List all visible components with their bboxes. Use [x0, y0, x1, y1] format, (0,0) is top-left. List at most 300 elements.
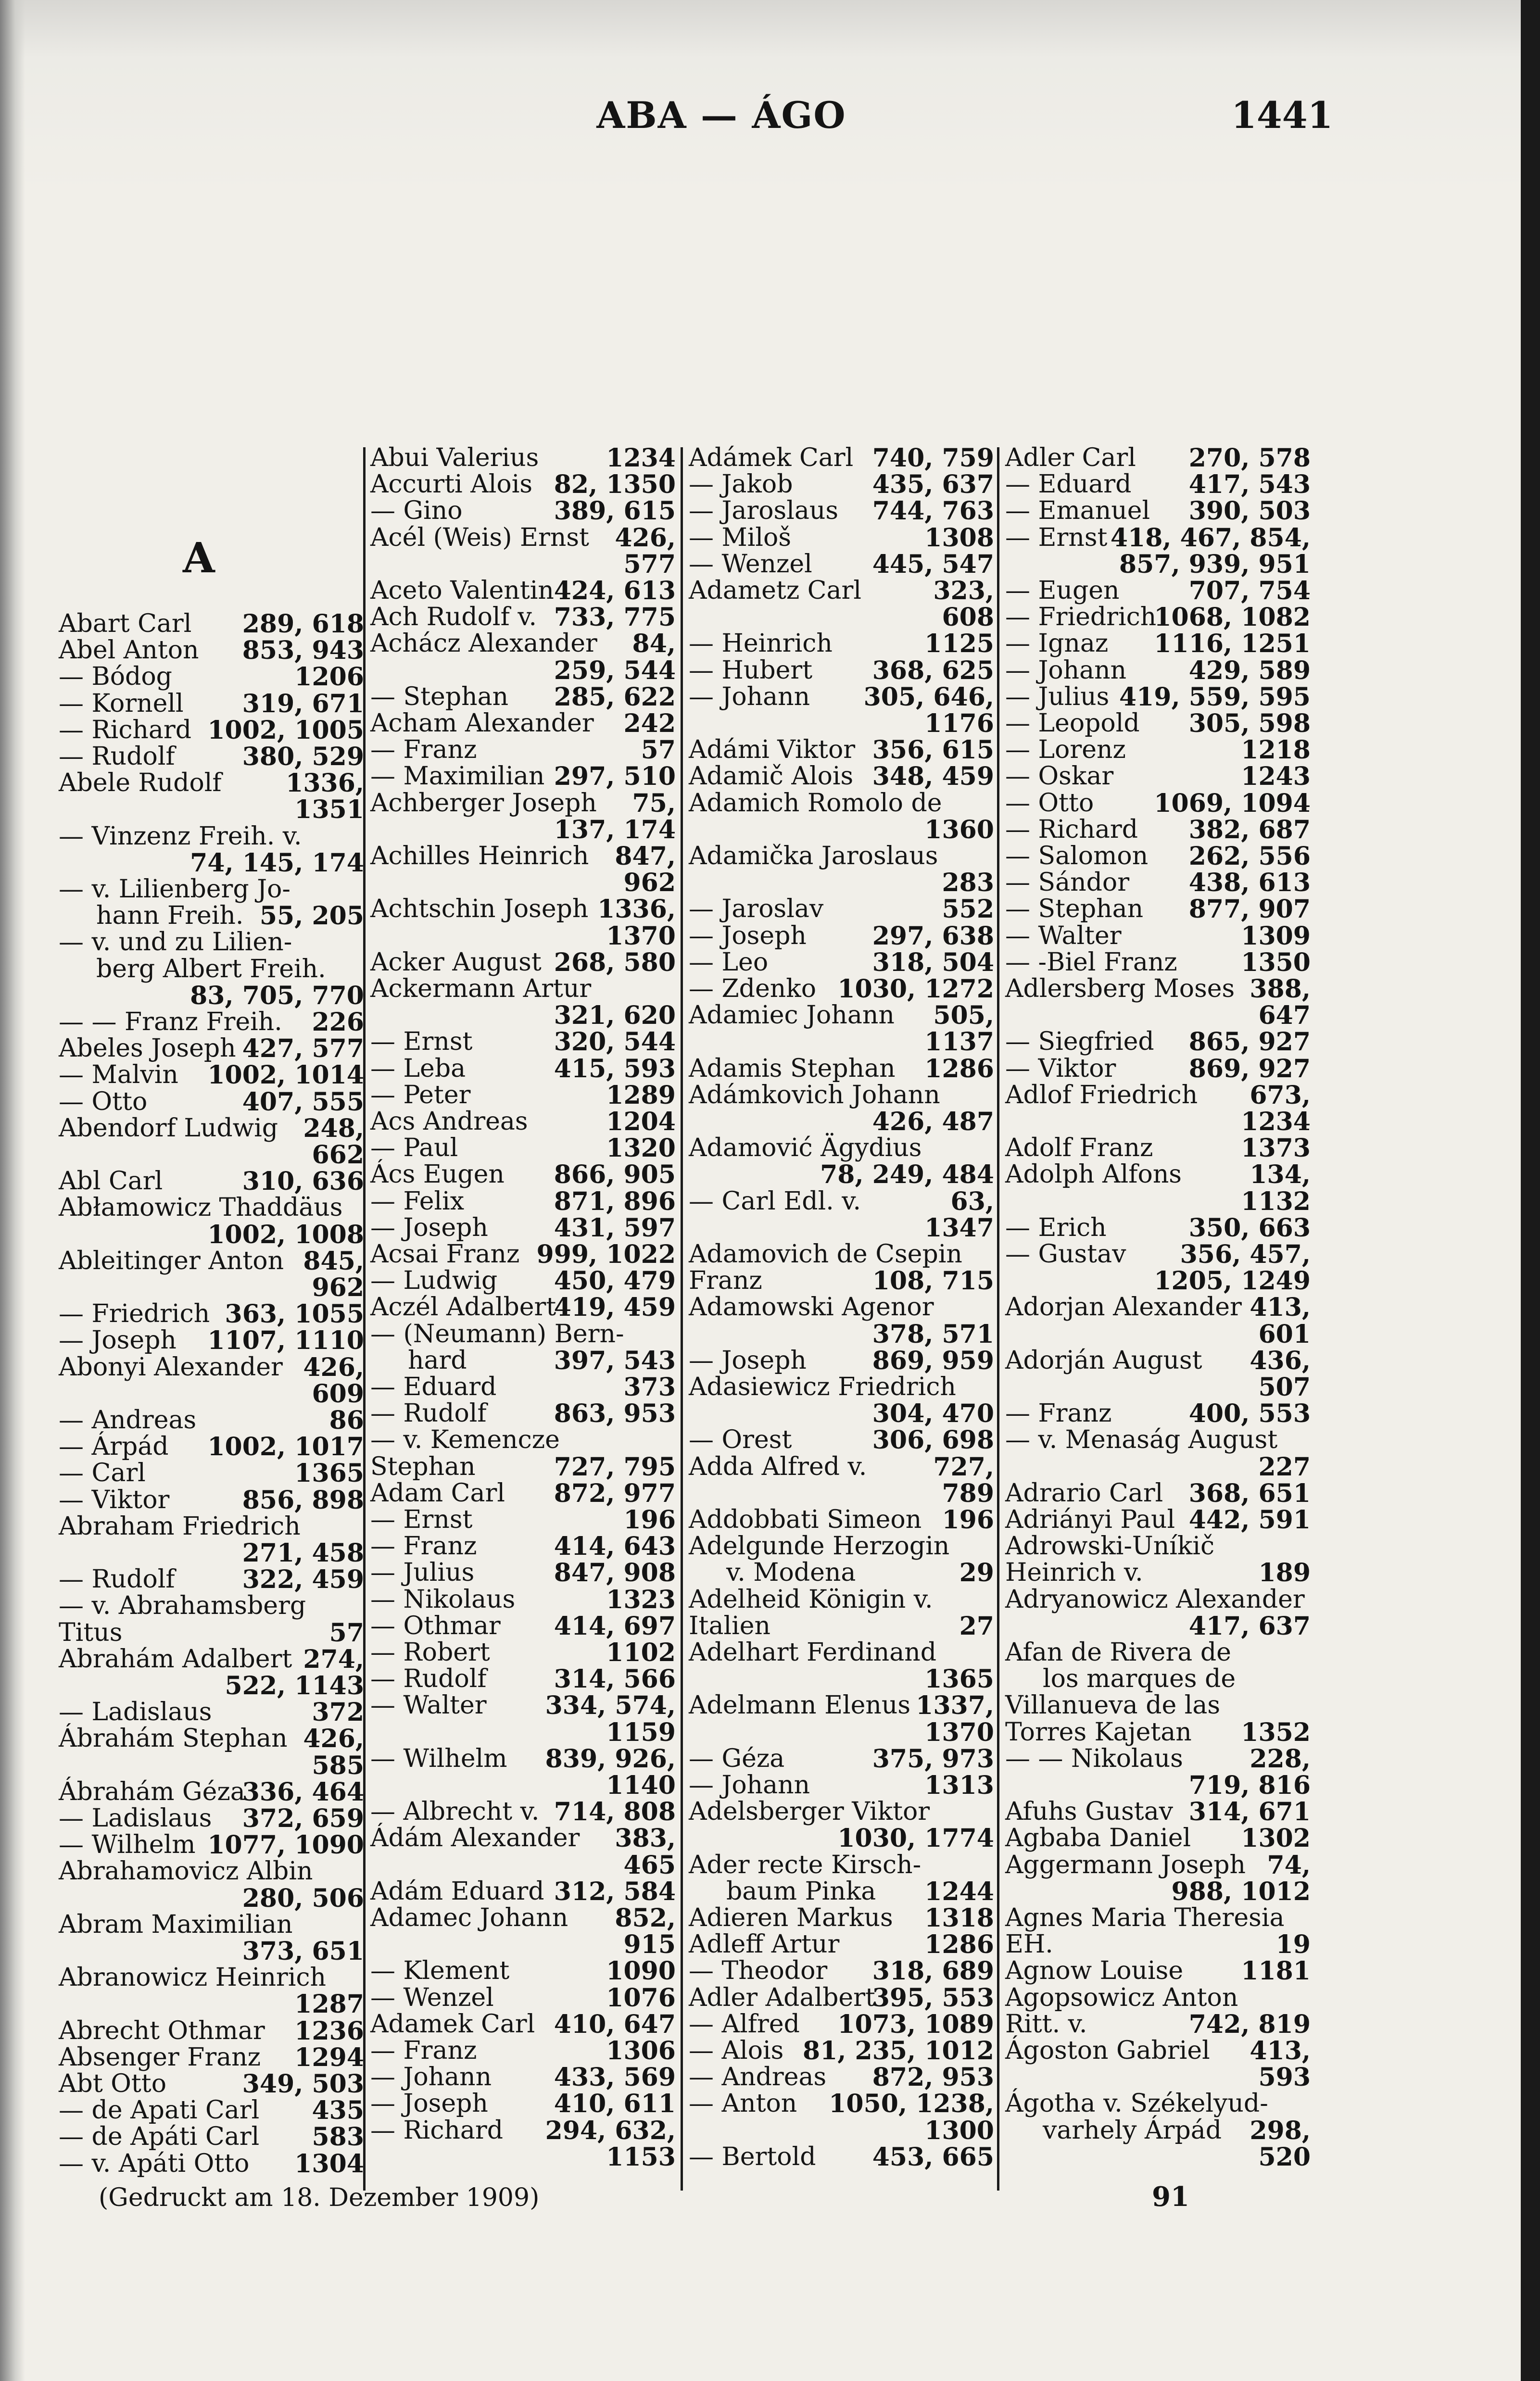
entry-pages: 297, 638 — [872, 921, 994, 951]
entry-pages: 322, 459 — [242, 1565, 364, 1595]
entry-pages: 388, — [1250, 974, 1311, 1004]
index-entry — [370, 1799, 676, 1825]
entry-name: — v. Lilienberg Jo- — [59, 875, 290, 904]
entry-name: Adlersberg Moses — [1005, 974, 1235, 1004]
index-entry — [59, 1354, 364, 1381]
entry-pages: 1204 — [606, 1107, 676, 1136]
entry-name: — Jaroslaus — [689, 496, 839, 526]
entry-name: — Joseph — [370, 2089, 488, 2118]
entry-name: Acs Andreas — [370, 1107, 528, 1136]
entry-pages: 419, 459 — [554, 1293, 676, 1323]
index-entry — [1005, 1587, 1311, 1613]
entry-name: — Salomon — [1005, 842, 1149, 871]
print-date-note: (Gedruckt am 18. Dezember 1909) — [99, 2183, 540, 2212]
index-entry — [1005, 1825, 1311, 1852]
entry-pages: 869, 927 — [1188, 1054, 1311, 1083]
entry-pages: 1309 — [1241, 921, 1311, 951]
index-entry — [59, 850, 364, 876]
entry-pages: 306, 698 — [872, 1425, 994, 1455]
entry-name: Adieren Markus — [689, 1903, 893, 1932]
entry-pages: 1323 — [606, 1585, 676, 1614]
entry-pages: 196 — [942, 1505, 994, 1535]
index-entry — [59, 1327, 364, 1354]
entry-name: Adamowski Agenor — [689, 1293, 934, 1322]
entry-pages: 1206 — [294, 662, 364, 692]
index-entry — [689, 1878, 994, 1905]
entry-pages: 268, 580 — [554, 947, 676, 977]
entry-pages: 647 — [1258, 1001, 1311, 1031]
entry-pages: 372 — [312, 1698, 364, 1727]
index-entry — [59, 1381, 364, 1407]
index-entry — [59, 770, 364, 796]
index-entry — [1005, 1082, 1311, 1109]
entry-pages: 1140 — [606, 1771, 676, 1801]
entry-name: — Géza — [689, 1744, 785, 1773]
index-entry — [370, 976, 676, 1002]
entry-pages: 1076 — [606, 1983, 676, 2013]
entry-name: Villanueva de las — [1005, 1691, 1221, 1720]
entry-name: Adamička Jaroslaus — [689, 842, 938, 870]
entry-name: — Carl Edl. v. — [689, 1186, 861, 1216]
entry-pages: 356, 615 — [872, 735, 994, 765]
index-entry — [59, 691, 364, 717]
entry-pages: 349, 503 — [242, 2069, 364, 2099]
entry-name: — Wilhelm — [370, 1744, 507, 1773]
index-entry — [59, 743, 364, 770]
entry-pages: 320, 544 — [554, 1027, 676, 1057]
entry-name: — Eugen — [1005, 576, 1120, 605]
index-entry — [1005, 1109, 1311, 1135]
entry-pages: 1030, 1272 — [837, 974, 994, 1004]
index-entry — [689, 763, 994, 790]
index-entry — [59, 1487, 364, 1513]
entry-pages: 1289 — [606, 1080, 676, 1110]
entry-pages: 608 — [942, 603, 994, 632]
index-entry — [370, 1294, 676, 1321]
entry-name: Adryanowicz Alexander — [1005, 1585, 1305, 1614]
entry-pages: 271, 458 — [242, 1538, 364, 1568]
index-entry — [59, 664, 364, 690]
entry-name: — Albrecht v. — [370, 1797, 540, 1827]
entry-name: — v. und zu Lilien- — [59, 928, 292, 957]
entry-name: Adleff Artur — [689, 1930, 840, 1959]
index-entry — [689, 1002, 994, 1029]
entry-pages: 108, 715 — [872, 1266, 994, 1296]
index-entry — [59, 1620, 364, 1646]
entry-name: Stephan — [370, 1452, 476, 1481]
index-entry — [1005, 1161, 1311, 1188]
index-entry — [1005, 1215, 1311, 1241]
entry-pages: 417, 637 — [1188, 1611, 1311, 1641]
entry-name: Adámi Viktor — [689, 735, 856, 765]
entry-pages: 847, — [615, 842, 676, 871]
entry-pages: 1236 — [294, 2016, 364, 2046]
entry-name: — Viktor — [59, 1485, 170, 1514]
entry-pages: 662 — [312, 1140, 364, 1170]
index-entry — [59, 1991, 364, 2017]
index-entry — [689, 1268, 994, 1294]
index-entry — [689, 923, 994, 949]
entry-pages: 363, 1055 — [225, 1299, 364, 1329]
entry-name: — Julius — [370, 1558, 475, 1587]
entry-pages: 445, 547 — [872, 549, 994, 579]
entry-name: Adámek Carl — [689, 443, 854, 472]
index-entry — [1005, 817, 1311, 843]
entry-name: Ach Rudolf v. — [370, 603, 537, 632]
entry-pages: 1002, 1005 — [207, 715, 364, 745]
index-entry — [689, 1985, 994, 2011]
entry-pages: 137, 174 — [554, 815, 676, 844]
index-entry — [1005, 1374, 1311, 1400]
entry-pages: 1360 — [924, 815, 994, 844]
entry-name: — Richard — [59, 715, 192, 744]
index-entry — [59, 1858, 364, 1885]
index-entry — [689, 1188, 994, 1215]
index-entry — [59, 2044, 364, 2071]
entry-pages: 81, 235, 1012 — [802, 2036, 994, 2066]
entry-name: — Johann — [1005, 655, 1127, 685]
index-entry — [59, 1726, 364, 1752]
index-entry — [1005, 1692, 1311, 1719]
entry-name: Adamich Romolo de — [689, 788, 942, 818]
index-entry — [689, 1348, 994, 1374]
entry-pages: 438, 613 — [1188, 868, 1311, 898]
index-entry — [1005, 684, 1311, 710]
index-entry — [689, 1905, 994, 1931]
entry-pages: 714, 808 — [554, 1797, 676, 1827]
index-entry — [370, 578, 676, 604]
index-entry — [689, 1135, 994, 1161]
entry-name: Adler Adalbert — [689, 1983, 875, 2012]
entry-name: — Eduard — [370, 1373, 497, 1402]
entry-pages: 1090 — [606, 1956, 676, 1986]
index-entry — [689, 604, 994, 630]
entry-pages: 242 — [623, 709, 676, 738]
index-entry — [689, 1772, 994, 1799]
entry-pages: 57 — [329, 1618, 364, 1648]
entry-pages: 274, — [303, 1644, 364, 1674]
entry-name: v. Modena — [726, 1558, 856, 1587]
index-entry — [1005, 578, 1311, 604]
entry-name: Adrario Carl — [1005, 1478, 1163, 1508]
entry-name: — Alfred — [689, 2009, 800, 2039]
entry-name: Adamič Alois — [689, 762, 854, 791]
index-entry — [59, 1089, 364, 1115]
index-entry — [370, 1560, 676, 1586]
entry-pages: 872, 977 — [554, 1478, 676, 1508]
entry-name: Abele Rudolf — [59, 768, 222, 798]
entry-pages: 397, 543 — [554, 1346, 676, 1375]
entry-name: Achilles Heinrich — [370, 842, 589, 870]
index-entry — [370, 763, 676, 790]
index-entry — [370, 2064, 676, 2091]
entry-pages: 1116, 1251 — [1154, 629, 1311, 659]
index-entry — [370, 1905, 676, 1931]
index-entry — [689, 1056, 994, 1082]
entry-pages: 227 — [1258, 1452, 1311, 1482]
index-entry — [59, 1805, 364, 1832]
index-entry — [689, 657, 994, 684]
entry-pages: 1030, 1774 — [837, 1824, 994, 1853]
entry-name: — Viktor — [1005, 1054, 1116, 1083]
entry-pages: 380, 529 — [242, 742, 364, 772]
entry-pages: 1132 — [1241, 1186, 1311, 1216]
entry-pages: 1336, — [286, 768, 364, 798]
index-entry — [59, 611, 364, 637]
entry-name: Ábrahám Stephan — [59, 1724, 288, 1753]
index-entry — [370, 1639, 676, 1666]
index-entry — [1005, 869, 1311, 896]
entry-pages: 1137 — [924, 1027, 994, 1057]
index-entry — [689, 1161, 994, 1188]
entry-pages: 410, 611 — [554, 2089, 676, 2119]
entry-pages: 1318 — [924, 1903, 994, 1933]
entry-pages: 522, 1143 — [225, 1671, 364, 1701]
entry-pages: 334, 574, — [545, 1691, 676, 1721]
index-column-3 — [689, 445, 994, 2186]
index-entry — [370, 2144, 676, 2170]
entry-pages: 1370 — [924, 1717, 994, 1747]
index-entry — [1005, 1454, 1311, 1480]
index-entry — [370, 1082, 676, 1109]
index-entry — [59, 903, 364, 929]
entry-name: — Theodor — [689, 1956, 828, 1986]
entry-name: Agbaba Daniel — [1005, 1824, 1191, 1853]
entry-name: — -Biel Franz — [1005, 947, 1177, 977]
index-entry — [689, 1825, 994, 1852]
entry-pages: 189 — [1258, 1558, 1311, 1588]
entry-name: — Stephan — [1005, 894, 1144, 924]
index-entry — [689, 1241, 994, 1268]
entry-name: — Ladislaus — [59, 1803, 212, 1833]
index-entry — [59, 2124, 364, 2150]
entry-name: — Ignaz — [1005, 629, 1109, 658]
entry-name: — Peter — [370, 1080, 471, 1109]
entry-pages: 356, 457, — [1180, 1240, 1311, 1270]
index-entry — [370, 1348, 676, 1374]
entry-pages: 429, 589 — [1188, 655, 1311, 685]
index-entry — [689, 1215, 994, 1241]
entry-name: Ader recte Kirsch- — [689, 1850, 921, 1879]
index-entry — [1005, 630, 1311, 657]
entry-pages: 1337, — [916, 1691, 994, 1721]
entry-name: — (Neumann) Bern- — [370, 1319, 624, 1348]
entry-pages: 869, 959 — [872, 1346, 994, 1375]
entry-pages: 298, — [1250, 2116, 1311, 2145]
entry-pages: 280, 506 — [242, 1883, 364, 1913]
entry-pages: 1243 — [1241, 762, 1311, 792]
entry-pages: 707, 754 — [1188, 576, 1311, 605]
entry-name: — Ladislaus — [59, 1698, 212, 1727]
entry-name: — Wenzel — [689, 549, 812, 579]
index-entry — [59, 1195, 364, 1221]
index-entry — [1005, 2091, 1311, 2117]
index-entry — [689, 2038, 994, 2064]
entry-name: — Stephan — [370, 682, 509, 711]
index-entry — [689, 710, 994, 737]
entry-name: Aggermann Joseph — [1005, 1850, 1246, 1879]
entry-pages: 962 — [623, 868, 676, 898]
entry-pages: 1050, 1238, — [829, 2089, 994, 2119]
entry-pages: 853, 943 — [242, 636, 364, 666]
entry-name: Absenger Franz — [59, 2042, 261, 2072]
entry-pages: 336, 464 — [242, 1777, 364, 1807]
index-entry — [1005, 2144, 1311, 2170]
index-entry — [1005, 1613, 1311, 1639]
entry-name: Abłamowicz Thaddäus — [59, 1193, 343, 1222]
entry-pages: 1352 — [1241, 1717, 1311, 1747]
index-entry — [59, 2018, 364, 2044]
entry-pages: 294, 632, — [545, 2116, 676, 2145]
entry-name: Abt Otto — [59, 2069, 166, 2098]
index-entry — [59, 1752, 364, 1779]
entry-name: Abrahamovicz Albin — [59, 1857, 313, 1886]
scan-border — [1521, 0, 1540, 2381]
entry-name: Adam Carl — [370, 1478, 505, 1508]
entry-name: Franz — [689, 1266, 762, 1296]
entry-pages: 1102 — [606, 1638, 676, 1668]
index-entry — [59, 823, 364, 850]
entry-name: Adasiewicz Friedrich — [689, 1372, 956, 1401]
entry-pages: 593 — [1258, 2063, 1311, 2092]
entry-name: Abl Carl — [59, 1167, 163, 1196]
entry-name: — Orest — [689, 1425, 792, 1455]
entry-name: Adelgunde Herzogin — [689, 1532, 950, 1561]
entry-name: varhely Árpád — [1043, 2116, 1222, 2145]
index-entry — [689, 1082, 994, 1109]
entry-name: baum Pinka — [726, 1877, 876, 1906]
index-entry — [689, 1321, 994, 1348]
entry-pages: 1370 — [606, 921, 676, 951]
index-entry — [370, 869, 676, 896]
entry-pages: 413, — [1250, 1293, 1311, 1323]
entry-pages: 419, 559, 595 — [1119, 682, 1311, 712]
entry-pages: 297, 510 — [554, 762, 676, 792]
entry-name: Titus — [59, 1618, 123, 1647]
entry-name: — Ernst — [370, 1505, 473, 1535]
index-entry — [1005, 1002, 1311, 1029]
index-entry — [1005, 1799, 1311, 1825]
entry-pages: 382, 687 — [1188, 815, 1311, 844]
index-entry — [689, 1427, 994, 1453]
index-entry — [370, 551, 676, 578]
index-entry — [370, 896, 676, 922]
entry-pages: 505, — [933, 1001, 994, 1031]
index-entry — [1005, 1029, 1311, 1055]
entry-name: Ágotha v. Székelyud- — [1005, 2089, 1268, 2118]
index-entry — [689, 1454, 994, 1480]
index-entry — [59, 1540, 364, 1566]
index-entry — [689, 1507, 994, 1533]
entry-pages: 312, 584 — [554, 1877, 676, 1906]
entry-pages: 196 — [623, 1505, 676, 1535]
entry-pages: 426, 487 — [872, 1107, 994, 1136]
entry-name: — Joseph — [689, 921, 807, 950]
entry-pages: 1347 — [924, 1213, 994, 1243]
entry-name: — Vinzenz Freih. v. — [59, 821, 302, 851]
index-entry — [59, 796, 364, 823]
entry-pages: 1294 — [294, 2042, 364, 2072]
entry-pages: 742, 819 — [1188, 2009, 1311, 2039]
entry-name: — Leo — [689, 947, 769, 977]
entry-name: Ábrahám Géza — [59, 1777, 245, 1806]
index-entry — [370, 1825, 676, 1852]
entry-pages: 601 — [1258, 1319, 1311, 1349]
entry-name: Adamis Stephan — [689, 1054, 896, 1083]
index-entry — [689, 1560, 994, 1586]
entry-pages: 1107, 1110 — [207, 1326, 364, 1356]
entry-name: Heinrich v. — [1005, 1558, 1143, 1587]
index-entry — [1005, 525, 1311, 551]
entry-pages: 442, 591 — [1188, 1505, 1311, 1535]
index-entry — [689, 684, 994, 710]
entry-pages: 348, 459 — [872, 762, 994, 792]
entry-name: — Anton — [689, 2089, 797, 2118]
index-entry — [370, 684, 676, 710]
entry-name: berg Albert Freih. — [96, 954, 326, 983]
index-entry — [370, 1692, 676, 1719]
entry-name: hard — [408, 1346, 467, 1375]
index-entry — [1005, 1348, 1311, 1374]
index-entry — [370, 630, 676, 657]
entry-pages: 262, 556 — [1188, 842, 1311, 871]
entry-name: — Ernst — [1005, 523, 1108, 552]
entry-name: — Maximilian — [370, 762, 545, 791]
entry-name: — Bódog — [59, 662, 172, 692]
entry-name: Adrowski-Uníkič — [1005, 1532, 1215, 1561]
entry-name: — Jakob — [689, 470, 793, 499]
entry-pages: 727, 795 — [554, 1452, 676, 1482]
entry-name: Ritt. v. — [1005, 2009, 1087, 2039]
entry-pages: 1286 — [924, 1054, 994, 1083]
entry-pages: 988, 1012 — [1171, 1877, 1311, 1906]
entry-pages: 1365 — [924, 1664, 994, 1694]
entry-name: — Richard — [1005, 815, 1138, 844]
index-entry — [689, 1374, 994, 1400]
index-entry — [59, 2151, 364, 2177]
entry-name: — Paul — [370, 1134, 458, 1163]
index-entry — [1005, 790, 1311, 817]
index-entry — [59, 2097, 364, 2124]
index-entry — [1005, 1135, 1311, 1161]
index-entry — [689, 817, 994, 843]
entry-name: Abraham Friedrich — [59, 1512, 301, 1541]
entry-name: Adamek Carl — [370, 2009, 535, 2039]
entry-pages: 86 — [329, 1405, 364, 1435]
index-entry — [370, 445, 676, 471]
entry-name: — Rudolf — [59, 742, 175, 771]
entry-name: Acker August — [370, 947, 542, 977]
entry-pages: 1304 — [294, 2149, 364, 2179]
entry-name: — v. Kemencze — [370, 1425, 560, 1455]
entry-pages: 400, 553 — [1188, 1399, 1311, 1429]
entry-pages: 424, 613 — [554, 576, 676, 605]
entry-name: Adelhart Ferdinand — [689, 1638, 937, 1667]
index-entry — [59, 1832, 364, 1858]
index-entry — [370, 2038, 676, 2064]
entry-pages: 733, 775 — [554, 603, 676, 632]
index-entry — [689, 737, 994, 763]
index-entry — [59, 1646, 364, 1673]
entry-pages: 872, 953 — [872, 2063, 994, 2092]
index-column-1 — [59, 611, 364, 2352]
entry-name: Torres Kajetan — [1005, 1717, 1192, 1747]
entry-pages: 83, 705, 770 — [190, 981, 364, 1010]
index-entry — [370, 1958, 676, 1984]
entry-pages: 368, 651 — [1188, 1478, 1311, 1508]
entry-pages: 915 — [623, 1930, 676, 1960]
entry-name: Adorjan Alexander — [1005, 1293, 1242, 1322]
